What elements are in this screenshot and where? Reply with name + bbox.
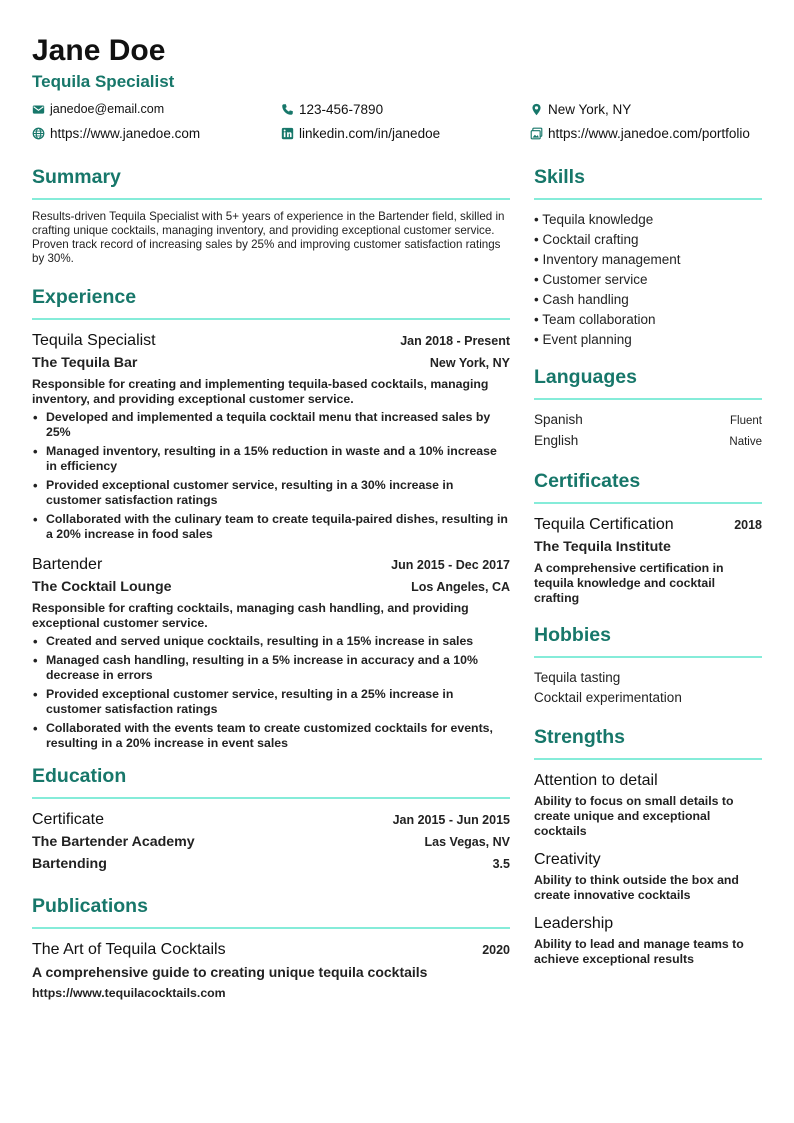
strength-title: Attention to detail [534, 772, 658, 789]
strength-item [534, 849, 762, 903]
job-achievements [32, 410, 510, 542]
section-heading: Publications [32, 895, 148, 917]
summary-section [32, 164, 510, 266]
section-divider [534, 656, 762, 658]
hobbies-section [534, 622, 762, 708]
contact-website-text: https://www.janedoe.com [50, 125, 201, 141]
section-divider [32, 927, 510, 929]
strength-description: Ability to focus on small details to create unique and exceptional cocktails [534, 794, 734, 838]
section-divider [534, 398, 762, 400]
contact-email-text: janedoe@email.com [50, 102, 165, 116]
portfolio-icon [530, 127, 543, 140]
contact-email[interactable] [32, 100, 281, 118]
contact-portfolio[interactable] [530, 124, 780, 142]
section-heading: Strengths [534, 726, 626, 748]
section-heading: Languages [534, 366, 637, 388]
hobby-item: Cocktail experimentation [534, 690, 682, 705]
skill-item: • Cocktail crafting [534, 232, 639, 247]
skill-item: • Customer service [534, 272, 648, 287]
certificates-section [534, 468, 762, 606]
education-gpa: 3.5 [492, 857, 510, 871]
right-column [534, 164, 762, 1003]
publication-link[interactable]: https://www.tequilacocktails.com [32, 986, 226, 1000]
section-divider [534, 758, 762, 760]
publication-title: The Art of Tequila Cocktails [32, 941, 226, 958]
language-item [534, 431, 762, 452]
job-description: Responsible for crafting cocktails, managing cash handling, and providing exceptional customer service. [32, 601, 469, 630]
section-divider [534, 198, 762, 200]
job-company: The Tequila Bar [32, 355, 138, 371]
job-title: Bartender [32, 556, 103, 573]
language-level: Fluent [730, 415, 762, 427]
languages-section [534, 364, 762, 452]
strength-description: Ability to think outside the box and create innovative cocktails [534, 873, 739, 902]
strengths-section [534, 724, 762, 967]
skill-item: • Cash handling [534, 292, 629, 307]
certificate-description: A comprehensive certification in tequila knowledge and cocktail crafting [534, 561, 724, 605]
section-heading: Summary [32, 166, 121, 188]
contact-location [530, 100, 780, 118]
publication-description: A comprehensive guide to creating unique tequila cocktails [32, 964, 428, 980]
strength-title: Creativity [534, 851, 601, 868]
section-heading: Experience [32, 286, 137, 308]
education-field: Bartending [32, 856, 107, 872]
language-level: Native [729, 436, 762, 448]
certificate-title: Tequila Certification [534, 516, 674, 533]
section-heading: Certificates [534, 470, 641, 492]
candidate-title: Tequila Specialist [32, 72, 175, 91]
section-heading: Education [32, 765, 127, 787]
contact-phone-text: 123-456-7890 [299, 101, 384, 117]
skill-item: • Event planning [534, 332, 632, 347]
achievement-item: • Created and served unique cocktails, resulting in a 15% increase in sales [32, 634, 510, 649]
left-column [32, 164, 510, 1003]
achievement-item: • Provided exceptional customer service, resulting in a 30% increase in customer satisfaction ratings [32, 478, 510, 508]
language-name: Spanish [534, 412, 583, 427]
education-school: The Bartender Academy [32, 834, 195, 850]
section-divider [32, 318, 510, 320]
contact-info [32, 100, 762, 142]
contact-location-text: New York, NY [548, 101, 632, 117]
language-item [534, 410, 762, 431]
education-dates: Jan 2015 - Jun 2015 [392, 813, 510, 827]
contact-portfolio-text: https://www.janedoe.com/portfolio [548, 125, 750, 141]
achievement-item: • Provided exceptional customer service, resulting in a 25% increase in customer satisfaction ratings [32, 687, 510, 717]
contact-website[interactable] [32, 124, 281, 142]
linkedin-icon [281, 127, 294, 140]
language-name: English [534, 433, 579, 448]
globe-icon [32, 127, 45, 140]
candidate-name: Jane Doe [32, 34, 166, 67]
strength-description: Ability to lead and manage teams to achieve exceptional results [534, 937, 744, 966]
section-divider [32, 198, 510, 200]
strength-item [534, 770, 762, 839]
education-location: Las Vegas, NV [424, 835, 510, 849]
achievement-item: • Developed and implemented a tequila cocktail menu that increased sales by 25% [32, 410, 510, 440]
skills-section [534, 164, 762, 350]
experience-entry [32, 554, 510, 751]
job-company: The Cocktail Lounge [32, 579, 172, 595]
hobby-item: Tequila tasting [534, 670, 621, 685]
job-achievements [32, 634, 510, 751]
experience-section [32, 284, 510, 751]
summary-text: Results-driven Tequila Specialist with 5+ years of experience in the Bartender field, skilled in crafting unique cocktails, managing inventory, and providing exceptional customer service. Proven track record of increasing sales by 25% and improving customer satisfaction ratings by 30%. [32, 210, 505, 265]
section-heading: Skills [534, 166, 585, 188]
job-dates: Jan 2018 - Present [400, 334, 510, 348]
phone-icon [281, 103, 294, 116]
mail-icon [32, 103, 45, 116]
achievement-item: • Managed cash handling, resulting in a 5% increase in accuracy and a 10% decrease in errors [32, 653, 510, 683]
job-description: Responsible for creating and implementing tequila-based cocktails, managing inventory, and providing exceptional customer service. [32, 377, 489, 406]
location-icon [530, 103, 543, 116]
skill-item: • Inventory management [534, 252, 681, 267]
job-title: Tequila Specialist [32, 332, 156, 349]
education-degree: Certificate [32, 811, 105, 828]
contact-phone[interactable] [281, 100, 530, 118]
certificate-issuer: The Tequila Institute [534, 539, 671, 555]
skill-item: • Tequila knowledge [534, 212, 654, 227]
achievement-item: • Managed inventory, resulting in a 15% reduction in waste and a 10% increase in efficiency [32, 444, 510, 474]
publication-year: 2020 [482, 943, 510, 957]
section-heading: Hobbies [534, 624, 611, 646]
education-section [32, 763, 510, 875]
skills-list [534, 210, 762, 350]
strength-title: Leadership [534, 915, 614, 932]
strength-item [534, 913, 762, 967]
section-divider [32, 797, 510, 799]
job-location: Los Angeles, CA [411, 580, 510, 594]
achievement-item: • Collaborated with the culinary team to create tequila-paired dishes, resulting in a 20% increase in food sales [32, 512, 510, 542]
certificate-year: 2018 [734, 518, 762, 532]
contact-linkedin-text: linkedin.com/in/janedoe [299, 125, 441, 141]
publications-section [32, 893, 510, 1003]
resume-body [32, 164, 762, 1003]
resume-header [32, 32, 762, 92]
contact-linkedin[interactable] [281, 124, 530, 142]
job-dates: Jun 2015 - Dec 2017 [391, 558, 510, 572]
job-location: New York, NY [429, 356, 510, 370]
skill-item: • Team collaboration [534, 312, 656, 327]
section-divider [534, 502, 762, 504]
experience-entry [32, 330, 510, 542]
achievement-item: • Collaborated with the events team to create customized cocktails for events, resulting in a 20% increase in event sales [32, 721, 510, 751]
